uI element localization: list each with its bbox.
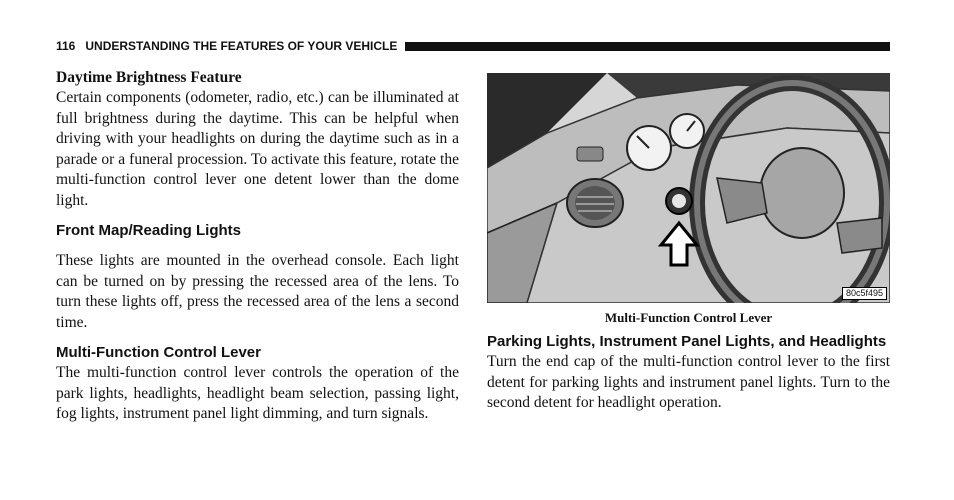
left-column (56, 67, 459, 425)
header-rule (405, 42, 890, 51)
mfc-lever-heading: Multi-Function Control Lever (56, 344, 261, 361)
mfc-lever-text: The multi-function control lever controls the operation of the park lights, headlights, headlight beam selection, passing light, fog lights, instrument panel light dimming, and turn signals. (56, 364, 459, 422)
parking-lights-heading: Parking Lights, Instrument Panel Lights, and Headlights (487, 333, 887, 350)
right-column (487, 73, 890, 414)
figure-code: 80c5f495 (842, 287, 887, 300)
daytime-brightness-heading: Daytime Brightness Feature (56, 69, 242, 86)
map-lights-heading: Front Map/Reading Lights (56, 222, 241, 239)
dashboard-illustration (487, 73, 890, 303)
chapter-title: UNDERSTANDING THE FEATURES OF YOUR VEHICLE (85, 39, 398, 53)
figure-caption: Multi-Function Control Lever (604, 310, 773, 325)
dashboard-drawing (487, 73, 890, 303)
daytime-brightness-text: Certain components (odometer, radio, etc.) can be illuminated at full brightness during the daytime. This can be helpful when driving with your headlights on during the daytime such as in a parade or a funeral procession. To activate this feature, rotate the multi-function control lever one detent lower than the dome light. (56, 89, 459, 209)
map-lights-text: These lights are mounted in the overhead console. Each light can be turned on by pressing the recessed area of the lens. To turn these lights off, press the recessed area of the lens a second time. (56, 252, 459, 331)
page-header (56, 36, 890, 56)
page-number: 116 (56, 39, 76, 53)
parking-lights-text: Turn the end cap of the multi-function control lever to the first detent for parking lights and instrument panel lights. Turn to the second detent for headlight operation. (487, 353, 890, 411)
